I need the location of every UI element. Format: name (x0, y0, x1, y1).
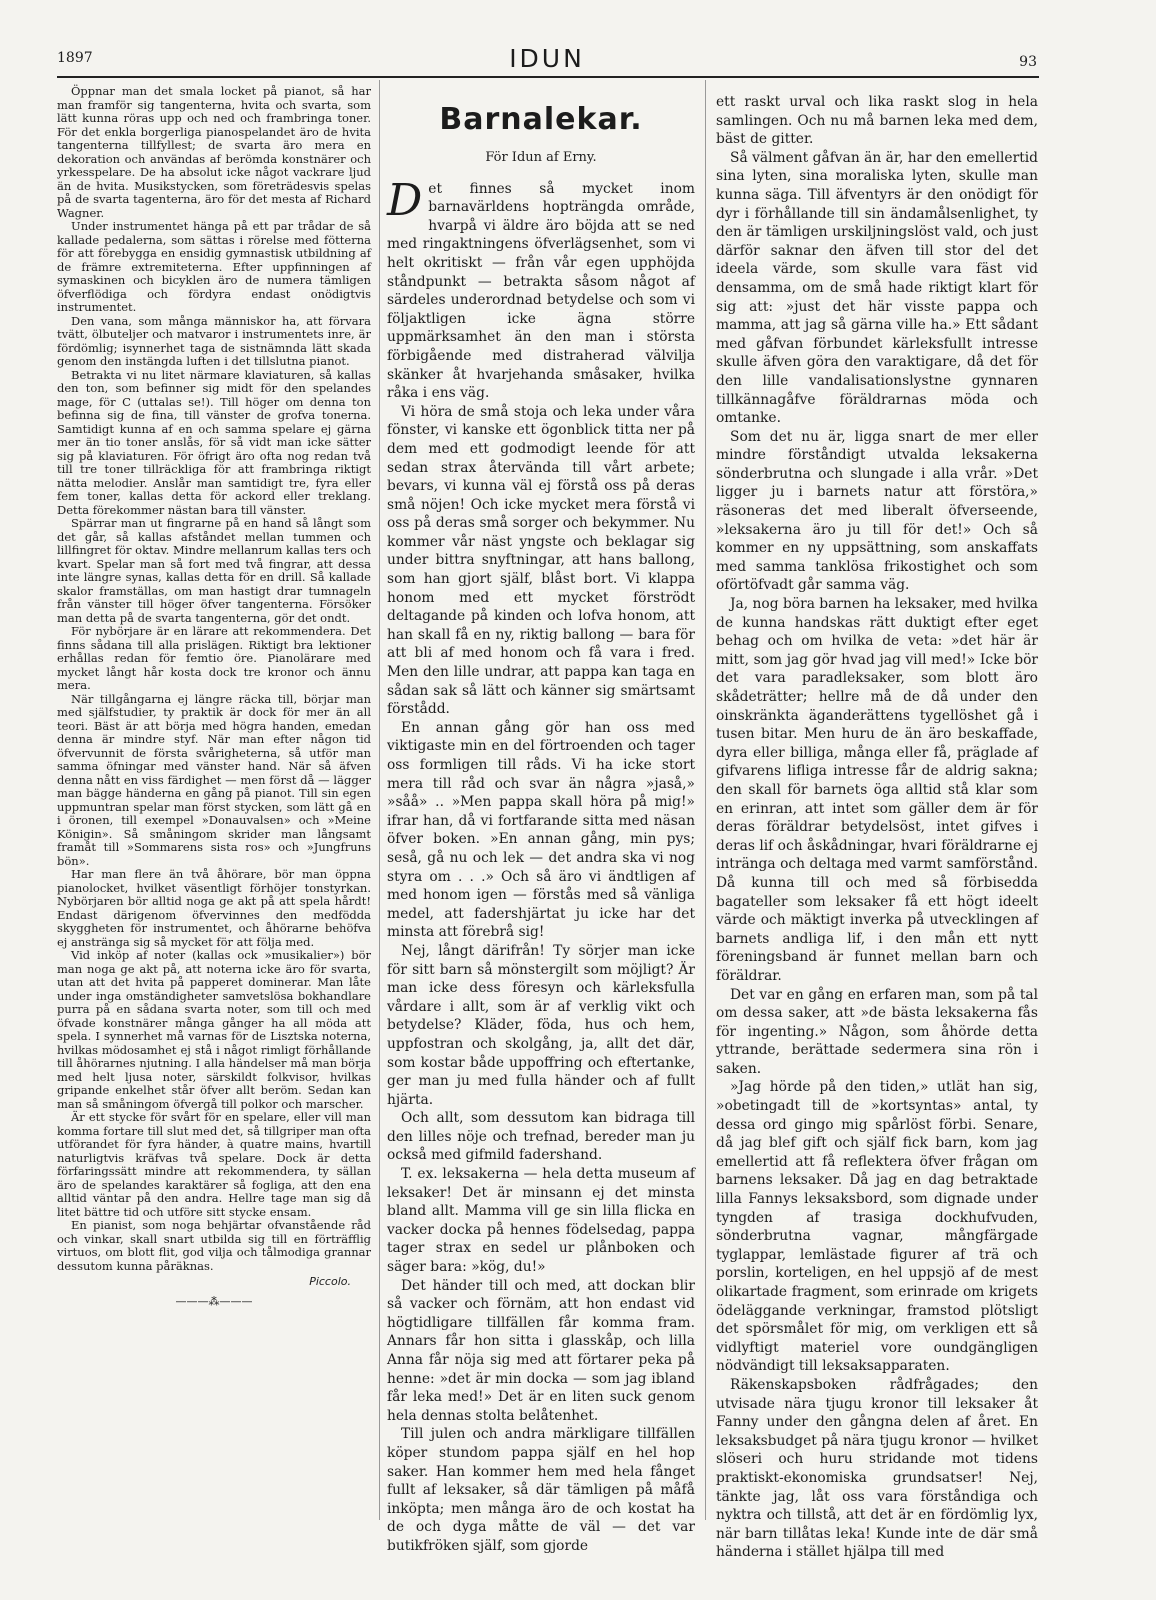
header-rule (57, 76, 1039, 78)
page-year: 1897 (57, 50, 93, 66)
paragraph: Vid inköp af noter (kallas ock »musikalier») bör man noga ge akt på, att noterna icke äro för svarta, utan att det hvita på papperet dominerar. Man låte under inga omständigheter samvetslösa bokhandlare purra på en sådana svarta noter, som till och med öfvade konstnärer många gånger ha all möda att spela. I synnerhet må varnas för de Lisztska noterna, hvilkas mödosamhet ej stå i något rimligt förhållande till åhörarnes njutning. I alla händelser må man börja med helt ljusa noter, särskildt folkvisor, hvilkas gripande enkelhet står öfver allt beröm. Sedan kan man så småningom öfvergå till polkor och marscher. (57, 948, 371, 1111)
paragraph: »Jag hörde på den tiden,» utlät han sig, »obetingadt till de »kortsyntas» antal, ty dessa ord gingo mig spårlöst förbi. Senare, då jag blef gift och själf fick barn, kom jag emellertid att få reflektera öfver frågan om barnens leksaker. Då jag en dag betraktade lilla Fannys leksaksbord, som dignade under tyngden af trasiga dockhufvuden, sönderbrutna vagnar, mångfärgade tyglappar, lemlästade figurer af trä och porslin, korteligen, en hel uppsjö af de mest olikartade fragment, som erinrade om krigets ödeläggande verkningar, framstod plötsligt det spörsmålet för mig, om verkligen ett så vidlyftigt materiel vore oundgängligen nödvändigt till leksaksapparaten. (716, 1079, 1038, 1375)
paragraph: Vi höra de små stoja och leka under våra fönster, vi kanske ett ögonblick titta ner på dem med ett godmodigt leende för att sedan strax återvända till vårt arbete; bevars, vi kunna väl ej förstå oss på deras små nöjen! Och icke mycket mera förstå vi oss på deras små sorger och bekymmer. Nu kommer vår näst yngste och beklagar sig under bittra snyftningar, att hans ballong, som han gjort själf, blåst bort. Vi klappa honom med ett mycket förströdt deltagande på kinden och lofva honom, att han skall få en ny, riktig ballong — bara för att bli af med honom och få vara i fred. Men den lille undrar, att pappa kan taga en sådan sak så lätt och känner sig smärtsamt förstådd. (387, 403, 695, 718)
paragraph: ett raskt urval och lika raskt slog in hela samlingen. Och nu må barnen leka med dem, bäst de gitter. (716, 94, 1038, 148)
column-left (57, 85, 371, 1308)
paragraph: Som det nu är, ligga snart de mer eller mindre förståndigt utvalda leksakerna sönderbrutna och slungade i alla vrår. »Det ligger ju i barnets natur att förstöra,» räsoneras det med liberalt öfverseende, »leksakerna äro ju till för det!» Och så kommer en ny uppsättning, som anskaffats med samma tanklösa frikostighet och som oförtöfvadt går samma väg. (716, 428, 1038, 594)
paragraph: Det finnes så mycket inom barnavärldens hopträngda område, hvarpå vi äldre äro böjda att se ned med ringaktningens öfverlägsenhet, som vi helt okritiskt — från vår egen upphöjda ståndpunkt — betrakta såsom något af särdeles underordnad betydelse och som vi följaktligen icke ägna större uppmärksamhet än den man i största förbigående med distraherad välvilja skänker åt hvarjehanda småsaker, hvilka råka i ens väg. (387, 174, 695, 402)
paragraph: Under instrumentet hänga på ett par trådar de så kallade pedalerna, som sättas i rörelse med fötterna för att förebygga en ensidig gymnastisk utbildning af de främre extremiteterna. Efter uppfinningen af symaskinen och bicyklen äro de numera tämligen öfverflödiga och fördyra endast onödigtvis instrumentet. (57, 219, 371, 314)
paragraph: Ja, nog böra barnen ha leksaker, med hvilka de kunna handskas rätt duktigt efter eget behag och om hvilka de veta: »det här är mitt, som jag gör hvad jag vill med!» Icke bör det vara paradleksaker, som blott äro skådeträtter; hellre må de då under den oinskränkta äganderättens tygellöshet gå i tusen bitar. Men huru de än äro beskaffade, dyra eller billiga, många eller få, präglade af gifvarens lifliga intresse får de aldrig sakna; den skall för barnets öga alltid stå klar som en erinran, att intet som gäller dem är för deras föräldrar betydelsöst, intet gifves i deras lif och åskådningar, hvari föräldrarne ej inträngа och deltaga med varmt samförstånd. Då kunna till och med så förbisedda bagateller som leksaker få ett högt ideelt värde och mäktigt inverka på utvecklingen af barnets andliga lif, i den mån ett nytt föreningsband är funnet mellan barn och föräldrar. (716, 596, 1038, 984)
paragraph: Räkenskapsboken rådfrågades; den utvisade nära tjugu kronor till leksaker åt Fanny under den gångna delen af året. En leksaksbudget på nära tjugu kronor — hvilket slöseri och huru stridande mot tidens praktiskt-ekonomiska grundsatser! Nej, tänkte jag, låt oss vara förståndiga och nyktra och tillstå, att det är en fördömlig lyx, när barn tillåtas leka! Kunde inte de där små händerna i stället hjälpa till med (716, 1376, 1038, 1561)
paragraph: Öppnar man det smala locket på pianot, så har man framför sig tangenterna, hvita och svarta, som lätt kunna röras upp och ned och frambringa toner. För det enkla borgerliga pianospelandet äro de hvita tangenterna tillfyllest; de svarta äro mera en dekoration och användas af berömda konstnärer och yrkesspelare. De ha absolut icke något vackrare ljud än de hvita. Musikstycken, som företrädesvis spelas på de svarta tagenterna, äro för det mesta af Richard Wagner. (57, 84, 371, 220)
paragraph: Spärrar man ut fingrarne på en hand så långt som det går, så kallas afståndet mellan tummen och lillfingret för oktav. Mindre mellanrum kallas ters och kvart. Spelar man så fort med två fingrar, att dessa inte längre synas, kallas detta för en drill. Så kallade skalor framställas, om man hastigt drar tumnageln från vänster till höger öfver tangenterna. Försöker man detta på de svarta tangenterna, gör det ondt. (57, 516, 371, 625)
drop-cap: D (387, 174, 423, 226)
paragraph: T. ex. leksakerna — hela detta museum af leksaker! Det är minsann ej det minsta bland allt. Mamma vill ge sin lilla flicka en vacker docka på hennes födelsedag, pappa tager strax en sedel ur plånboken och säger bara: »kög, du!» (387, 1166, 695, 1276)
magazine-title: IDUN (509, 44, 585, 73)
section-ornament: ———⁂——— (175, 1294, 253, 1308)
paragraph: Har man flere än två åhörare, bör man öppna pianolocket, hvilket väsentligt förhöjer tonstyrkan. Nybörjaren bör alltid noga ge akt på att spela hårdt! Endast därigenom öfvervinnes den medfödda skyggheten för instrumentet, och åhörarne behöfva ej anstränga sig så mycket för att följa med. (57, 867, 371, 949)
column-divider (379, 80, 380, 1520)
paragraph: Betrakta vi nu litet närmare klaviaturen, så kallas den ton, som befinner sig midt för den spelandes mage, för C (uttalas se!). Till höger om denna ton befinna sig de fina, till vänster de grofva tonerna. Samtidigt kunna af en och samma spelare ej gärna mer än tio toner anslås, för så vidt man icke sätter sig på klaviaturen. För öfrigt äro ofta nog redan två till tre toner tillräckliga för att frambringa riktigt nätta melodier. Anslår man samtidigt tre, fyra eller fem toner, kallas detta för ackord eller treklang. Detta förekommer nästan bara till vänster. (57, 367, 371, 517)
column-middle (387, 93, 695, 1556)
paragraph: Den vana, som många människor ha, att förvara tvätt, ölbuteljer och matvaror i instrumentets inre, är fördömlig; isynnerhet taga de sistnämnda lätt skada genom den instängda luften i det tillslutna pianot. (57, 313, 371, 368)
paragraph: För nybörjare är en lärare att rekommendera. Det finns sådana till alla prislägen. Riktigt bra lektioner erhållas redan för femtio öre. Pianolärare med mycket långt hår kosta dock tre kronor och ännu mera. (57, 624, 371, 692)
paragraph: När tillgångarna ej längre räcka till, börjar man med själfstudier, ty praktik är dock för mer än all teori. Bäst är att börja med högra handen, emedan denna är mindre styf. När man efter någon tid öfvervunnit de första svårigheterna, så utför man samma öfningar med vänster hand. När så äfven denna nått en viss färdighet — men först då — lägger man bägge händerna en gång på pianot. Till sin egen uppmuntran spelar man först stycken, som lätt gå en i öronen, till exempel »Donauvalsen» och »Meine Königin». Så småningom skrider man långsamt framåt till »Sommarens sista ros» och »Jungfruns bön». (57, 691, 371, 868)
paragraph: En pianist, som noga behjärtar ofvanstående råd och vinkar, skall snart utbilda sig till en förträfflig virtuos, om blott flit, god vilja och tålmodiga grannar dessutom kunna påräknas. (57, 1218, 371, 1273)
column-divider (705, 80, 706, 1520)
article-title: Barnalekar. (439, 102, 643, 137)
article-byline: För Idun af Erny. (485, 150, 597, 165)
column-right (716, 93, 1038, 1562)
author-signature: Piccolo. (309, 1275, 351, 1288)
paragraph: Är ett stycke för svårt för en spelare, eller vill man komma fortare till slut med det, så tillgriper man ofta utförandet för fyra händer, à quatre mains, hvartill naturligtvis kräfvas två spelare. Dock är detta förfaringssätt mindre att rekommendera, ty sällan äro de spelandes karaktärer så fogliga, att den ena alltid väntar på den andra. Hellre tage man sig då litet bättre tid och utföre sitt stycke ensam. (57, 1110, 371, 1219)
paragraph: Nej, långt därifrån! Ty sörjer man icke för sitt barn så mönstergilt som möjligt? Är man icke dess föresyn och kärleksfulla vårdare i allt, som är af verklig vikt och betydelse? Kläder, föda, hus och hem, uppfostran och skolgång, ja, allt det där, som kostar både uppoffring och eftertanke, ger man ju med fulla händer och af fullt hjärta. (387, 942, 695, 1108)
paragraph: Till julen och andra märkligare tillfällen köper stundom pappa själf en hel hop saker. Han kommer hem med hela fånget fullt af leksaker, så där tämligen på måfå inköpta; men många äro de och kostat ha de och dyga måtte de väl — det var butikfröken själf, som gjorde (387, 1426, 695, 1554)
paragraph: Och allt, som dessutom kan bidraga till den lilles nöje och trefnad, bereder man ju också med gifmild fadershand. (387, 1110, 695, 1164)
paragraph: En annan gång gör han oss med viktigaste min en del förtroenden och tager oss formligen till råds. Vi ha icke stort mera till råd och svar än några »jaså,» »såå» .. »Men pappa skall höra på mig!» ifrar han, då vi fortfarande sitta med näsan öfver boken. »En annan gång, min pys; seså, gå nu och lek — det andra ska vi nog styra om . . .» Och så äro vi ändtligen af med honom igen — förstås med så vänliga medel, att fadershjärtat ju icke har det minsta att förebrå sig! (387, 719, 695, 941)
paragraph: Så välment gåfvan än är, har den emellertid sina lyten, sina moraliska lyten, skulle man kunna säga. Till äfventyrs är den onödigt för dyr i förhållande till sin ändamålsenlighet, ty den är tämligen urskiljningslöst vald, och just därför saknar den äfven till stor del det ideela värde, som skulle vara fäst vid densamma, om de små hade riktigt klart för sig att: »just det här visste pappa och mamma, att jag så gärna ville ha.» Ett sådant med gåfvan förbundet kärleksfullt intresse skulle äfven göra den varaktigare, då det för den lille vandalisationslystne gynnaren tillkännagåfve föräldrarnas möda och omtanke. (716, 149, 1038, 427)
paragraph: Det händer till och med, att dockan blir så vacker och förnäm, att hon endast vid högtidligare tillfällen får komma fram. Annars får hon sitta i glasskåp, och lilla Anna får nöja sig med att förtarer peka på henne: »det är min docka — som jag ibland får leka med!» Det är en liten suck genom hela dennas stolta belåtenhet. (387, 1277, 695, 1424)
page-number: 93 (1019, 54, 1037, 70)
paragraph: Det var en gång en erfaren man, som på tal om dessa saker, att »de bästa leksakerna fås för ingenting.» Någon, som åhörde detta yttrande, berättade sedermera sina rön i saken. (716, 986, 1038, 1077)
